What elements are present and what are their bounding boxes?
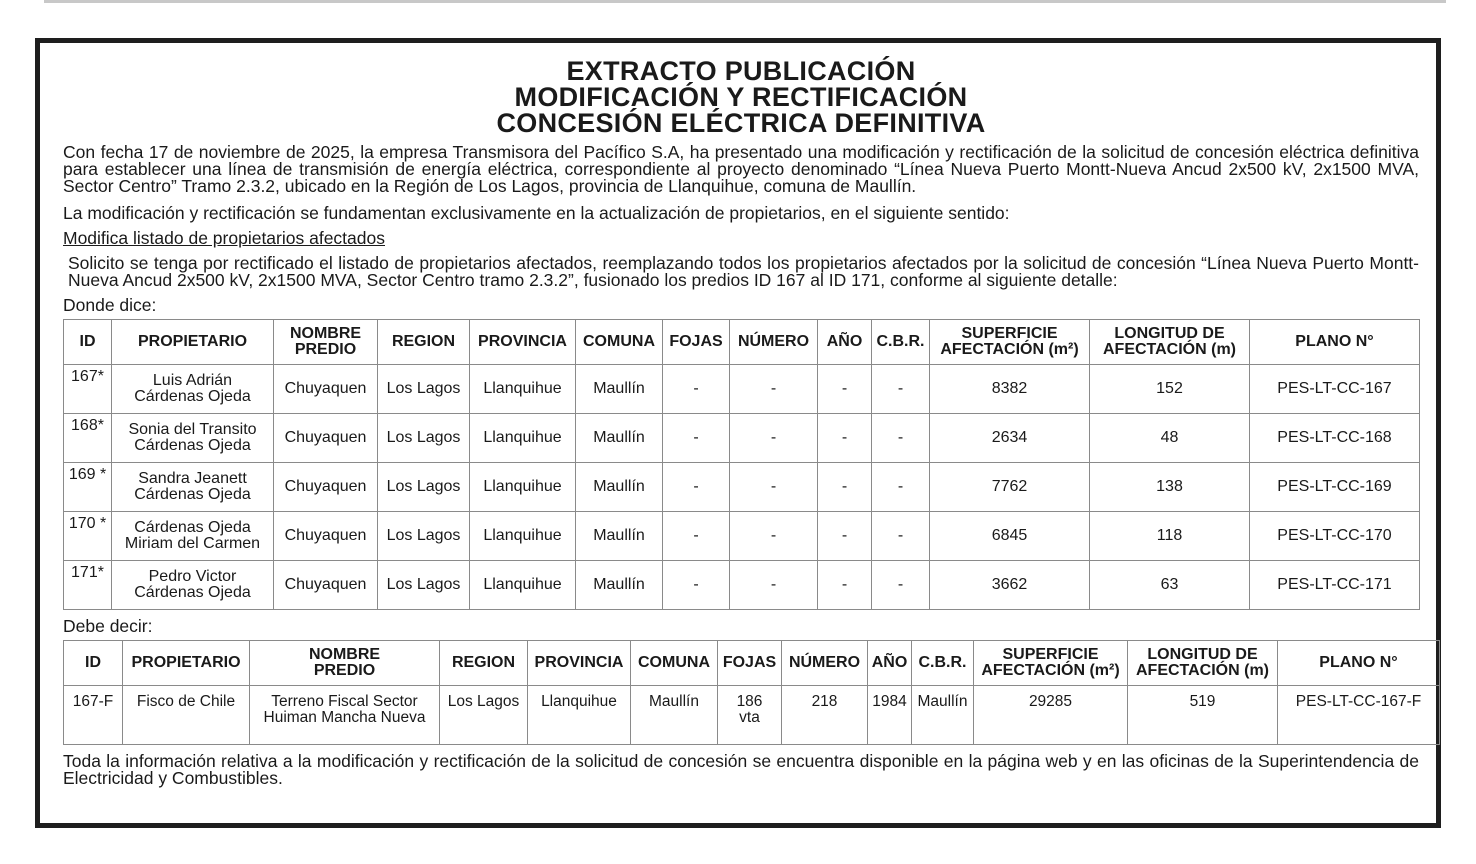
donde-dice-label: Donde dice: <box>63 295 157 315</box>
col-plano: PLANO N° <box>1278 641 1440 686</box>
cell-propietario: Fisco de Chile <box>123 686 250 745</box>
col-id: ID <box>64 641 123 686</box>
table-row <box>64 561 1420 610</box>
cell-provincia: Llanquihue <box>470 463 576 512</box>
col-nombre-predio <box>274 320 378 365</box>
cell-provincia: Llanquihue <box>470 561 576 610</box>
cell-cbr: - <box>872 365 930 414</box>
title-line-2: MODIFICACIÓN Y RECTIFICACIÓN <box>514 82 968 112</box>
col-superficie-l1: SUPERFICIE <box>1002 646 1099 663</box>
title-line-1: EXTRACTO PUBLICACIÓN <box>566 56 916 86</box>
table-row <box>64 463 1420 512</box>
table-row <box>64 686 1440 745</box>
cell-propietario-l2: Cárdenas Ojeda <box>134 584 251 601</box>
cell-id: 167* <box>64 365 112 414</box>
cell-cbr: - <box>872 512 930 561</box>
cell-propietario-l1: Luis Adrián <box>152 372 233 389</box>
cell-comuna: Maullín <box>576 561 663 610</box>
cell-numero: - <box>730 463 818 512</box>
title-line-3: CONCESIÓN ELÉCTRICA DEFINITIVA <box>496 108 986 138</box>
cell-propietario-l2: Cárdenas Ojeda <box>134 486 251 503</box>
cell-region: Los Lagos <box>378 561 470 610</box>
cell-predio: Chuyaquen <box>274 414 378 463</box>
cell-longitud: 138 <box>1090 463 1250 512</box>
table-debe-decir <box>63 640 1440 745</box>
cell-predio: Chuyaquen <box>274 512 378 561</box>
cell-propietario-l1: Pedro Victor <box>148 568 237 585</box>
col-numero: NÚMERO <box>730 320 818 365</box>
cell-longitud: 152 <box>1090 365 1250 414</box>
col-superficie-l1: SUPERFICIE <box>961 325 1058 342</box>
col-propietario: PROPIETARIO <box>112 320 274 365</box>
intro-paragraph: Con fecha 17 de noviembre de 2025, la empresa Transmisora del Pacífico S.A, ha presentado una modificación y rectificación de la solicitud de concesión eléctrica definitiva para establecer una línea de transmisión de energía eléctrica, correspondiente al proyecto denominado “Línea Nueva Puerto Montt-Nueva Ancud 2x500 kV, 2x1500 MVA, Sector Centro” Tramo 2.3.2, ubicado en la Región de Los Lagos, provincia de Llanquihue, comuna de Maullín. <box>63 142 1419 196</box>
col-comuna: COMUNA <box>576 320 663 365</box>
cell-numero: - <box>730 512 818 561</box>
cell-cbr: Maullín <box>912 686 974 745</box>
cell-comuna: Maullín <box>631 686 718 745</box>
cell-fojas <box>718 686 782 745</box>
cell-provincia: Llanquihue <box>470 414 576 463</box>
cell-propietario <box>112 463 274 512</box>
table-header-row <box>64 320 1420 365</box>
table-row <box>64 512 1420 561</box>
cell-fojas: - <box>663 512 730 561</box>
top-rule <box>44 0 1446 3</box>
cell-comuna: Maullín <box>576 365 663 414</box>
cell-anio: - <box>818 561 872 610</box>
cell-propietario <box>112 512 274 561</box>
cell-propietario <box>112 365 274 414</box>
cell-provincia: Llanquihue <box>528 686 631 745</box>
cell-cbr: - <box>872 414 930 463</box>
cell-superficie: 3662 <box>930 561 1090 610</box>
col-longitud-l1: LONGITUD DE <box>1114 325 1225 342</box>
col-longitud-l2: AFECTACIÓN (m) <box>1135 662 1270 679</box>
notice-content <box>63 56 1422 788</box>
cell-longitud: 48 <box>1090 414 1250 463</box>
notice-title <box>63 58 1419 136</box>
table-row <box>64 365 1420 414</box>
cell-plano: PES-LT-CC-170 <box>1250 512 1420 561</box>
cell-comuna: Maullín <box>576 414 663 463</box>
notice-frame <box>35 38 1441 828</box>
cell-comuna: Maullín <box>576 463 663 512</box>
cell-fojas-l2: vta <box>739 709 760 726</box>
cell-comuna: Maullín <box>576 512 663 561</box>
col-id: ID <box>64 320 112 365</box>
cell-predio: Chuyaquen <box>274 561 378 610</box>
cell-fojas: - <box>663 561 730 610</box>
col-longitud-l1: LONGITUD DE <box>1147 646 1258 663</box>
cell-fojas-l1: 186 <box>736 693 763 710</box>
col-anio: AÑO <box>868 641 912 686</box>
cell-region: Los Lagos <box>378 365 470 414</box>
cell-predio-l1: Terreno Fiscal Sector <box>271 693 418 710</box>
cell-superficie: 7762 <box>930 463 1090 512</box>
cell-propietario-l2: Miriam del Carmen <box>124 535 261 552</box>
request-paragraph: Solicito se tenga por rectificado el listado de propietarios afectados, reemplazando todos los propietarios afectados por la solicitud de concesión “Línea Nueva Puerto Montt-Nueva Ancud 2x500 kV, 2x1500 MVA, Sector Centro tramo 2.3.2”, fusionado los predios ID 167 al ID 171, conforme al siguiente detalle: <box>68 253 1419 290</box>
basis-paragraph: La modificación y rectificación se fundamentan exclusivamente en la actualización de propietarios, en el siguiente sentido: <box>63 203 1010 223</box>
cell-region: Los Lagos <box>378 414 470 463</box>
cell-predio: Chuyaquen <box>274 365 378 414</box>
cell-region: Los Lagos <box>378 512 470 561</box>
cell-numero: 218 <box>782 686 868 745</box>
col-superficie-l2: AFECTACIÓN (m²) <box>940 341 1079 358</box>
cell-propietario-l1: Sonia del Transito <box>128 421 257 438</box>
cell-predio: Chuyaquen <box>274 463 378 512</box>
cell-plano: PES-LT-CC-167-F <box>1278 686 1440 745</box>
cell-region: Los Lagos <box>440 686 528 745</box>
cell-fojas: - <box>663 365 730 414</box>
cell-fojas: - <box>663 463 730 512</box>
col-cbr: C.B.R. <box>912 641 974 686</box>
cell-id: 167-F <box>64 686 123 745</box>
cell-plano: PES-LT-CC-167 <box>1250 365 1420 414</box>
col-superficie <box>974 641 1128 686</box>
cell-id: 168* <box>64 414 112 463</box>
col-longitud-l2: AFECTACIÓN (m) <box>1102 341 1237 358</box>
cell-propietario-l1: Cárdenas Ojeda <box>134 519 251 536</box>
cell-region: Los Lagos <box>378 463 470 512</box>
cell-plano: PES-LT-CC-168 <box>1250 414 1420 463</box>
cell-plano: PES-LT-CC-169 <box>1250 463 1420 512</box>
col-longitud <box>1128 641 1278 686</box>
cell-id: 169 * <box>64 463 112 512</box>
col-fojas: FOJAS <box>663 320 730 365</box>
col-plano: PLANO N° <box>1250 320 1420 365</box>
cell-propietario-l2: Cárdenas Ojeda <box>134 437 251 454</box>
cell-numero: - <box>730 365 818 414</box>
col-provincia: PROVINCIA <box>528 641 631 686</box>
cell-longitud: 118 <box>1090 512 1250 561</box>
col-nombre-predio <box>250 641 440 686</box>
cell-cbr: - <box>872 561 930 610</box>
cell-superficie: 6845 <box>930 512 1090 561</box>
cell-anio: - <box>818 414 872 463</box>
cell-numero: - <box>730 414 818 463</box>
cell-anio: - <box>818 463 872 512</box>
col-anio: AÑO <box>818 320 872 365</box>
closing-paragraph: Toda la información relativa a la modificación y rectificación de la solicitud de concesión se encuentra disponible en la página web y en las oficinas de la Superintendencia de Electricidad y Combustibles. <box>63 751 1419 788</box>
cell-longitud: 519 <box>1128 686 1278 745</box>
cell-fojas: - <box>663 414 730 463</box>
col-fojas: FOJAS <box>718 641 782 686</box>
cell-provincia: Llanquihue <box>470 365 576 414</box>
cell-propietario <box>112 561 274 610</box>
table-donde-dice <box>63 319 1420 610</box>
table-row <box>64 414 1420 463</box>
cell-cbr: - <box>872 463 930 512</box>
col-numero: NÚMERO <box>782 641 868 686</box>
cell-numero: - <box>730 561 818 610</box>
cell-anio: - <box>818 512 872 561</box>
col-region: REGION <box>378 320 470 365</box>
col-longitud <box>1090 320 1250 365</box>
cell-longitud: 63 <box>1090 561 1250 610</box>
col-nombre-predio-l2: PREDIO <box>313 662 376 679</box>
col-propietario: PROPIETARIO <box>123 641 250 686</box>
cell-propietario-l2: Cárdenas Ojeda <box>134 388 251 405</box>
cell-id: 171* <box>64 561 112 610</box>
debe-decir-label: Debe decir: <box>63 616 153 636</box>
col-provincia: PROVINCIA <box>470 320 576 365</box>
cell-propietario <box>112 414 274 463</box>
col-comuna: COMUNA <box>631 641 718 686</box>
col-nombre-predio-l1: NOMBRE <box>308 646 381 663</box>
cell-superficie: 8382 <box>930 365 1090 414</box>
cell-predio-l2: Huiman Mancha Nueva <box>263 709 426 726</box>
cell-superficie: 29285 <box>974 686 1128 745</box>
cell-anio: 1984 <box>868 686 912 745</box>
col-superficie-l2: AFECTACIÓN (m²) <box>981 662 1120 679</box>
col-nombre-predio-l1: NOMBRE <box>289 325 362 342</box>
cell-predio <box>250 686 440 745</box>
col-region: REGION <box>440 641 528 686</box>
col-cbr: C.B.R. <box>872 320 930 365</box>
cell-id: 170 * <box>64 512 112 561</box>
cell-plano: PES-LT-CC-171 <box>1250 561 1420 610</box>
col-nombre-predio-l2: PREDIO <box>294 341 357 358</box>
col-superficie <box>930 320 1090 365</box>
subheading: Modifica listado de propietarios afectados <box>63 228 385 248</box>
cell-superficie: 2634 <box>930 414 1090 463</box>
cell-anio: - <box>818 365 872 414</box>
cell-provincia: Llanquihue <box>470 512 576 561</box>
table-header-row <box>64 641 1440 686</box>
cell-propietario-l1: Sandra Jeanett <box>138 470 247 487</box>
